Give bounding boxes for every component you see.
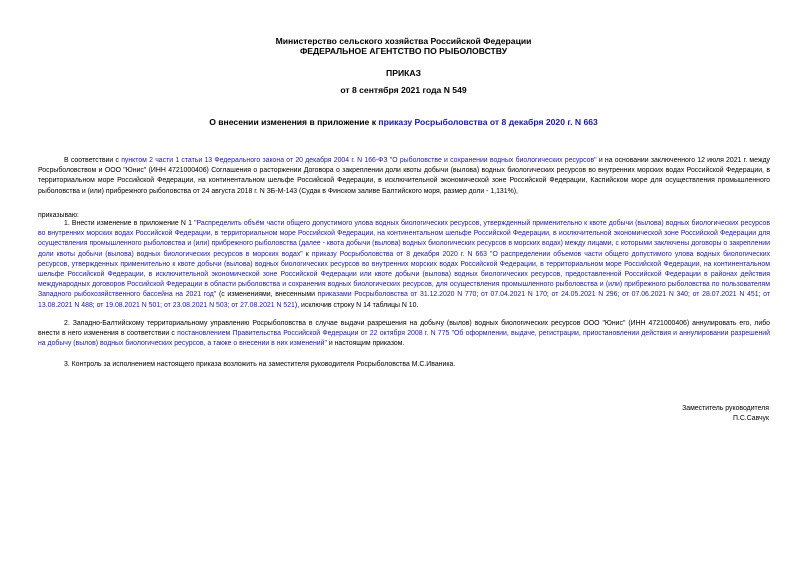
item-1-text-4: ), исключив строку N 14 таблицы N 10.	[294, 301, 419, 309]
document-type: ПРИКАЗ	[386, 68, 421, 78]
item-3-text: 3. Контроль за исполнением настоящего приказа возложить на заместителя руководителя Росрыболовства М.С.Иваника.	[64, 361, 456, 368]
appendix-link[interactable]: "Распределить объём части общего допустимого улова водных биологических ресурсов, утвержденный применительно к квоте добычи (вылова) водных биологических ресурсов во внутренних морских водах Российской Федерации, в территориальном море Российской Федерации, на континентальном шельфе Российской Федерации, в исключительной экономической зоне Российской Федерации для осуществления промышленного рыболовства и (или) прибрежного рыболовства (далее - квота добычи (вылова) водных биологических ресурсов в морских водах) между лицами, с которыми заключены договоры о закреплении доли квоты добычи (вылова) водных биологических ресурсов в морских водах"	[38, 220, 770, 258]
item-2-paragraph	[38, 319, 770, 350]
item-1-text-1: 1. Внести изменение в приложение N 1	[64, 220, 195, 227]
amending-orders-link[interactable]: приказами Росрыболовства от 31.12.2020 N 770; от 07.04.2021 N 170; от 24.05.2021 N 296; от 07.06.2021 N 340; от 28.07.2021 N 451; от 13.08.2021 N 488; от 19.08.2021 N 501; от 23.08.2021 N 503; от 27.08.2021 N 521	[38, 291, 770, 309]
item-1-text-2: к	[302, 250, 312, 258]
preamble-text-2: и на основании заключенного 12 июля 2021 г. между Росрыболовством и ООО "Юнис" (ИНН 4721000406) Соглашения о расторжении Договора о закреплении доли квоты добычи (вылова) водных биологических ресурсов во внутренних морских водах Российской Федерации, в территориальном море Российской Федерации, на континентальном шельфе Российской Федерации, в исключительной экономической зоне Российской Федерации, Каспийском море для осуществления промышленного рыболовства и (или) прибрежного рыболовства от 24 августа 2018 г. N ЗБ-М-143 (Судак в Финском заливе Балтийского моря, размер доли - 1,131%),	[38, 157, 771, 195]
signature-position: Заместитель руководителя	[682, 405, 769, 412]
item-2-text-2: и настоящим приказом.	[326, 340, 405, 348]
title-order-link[interactable]: приказу Росрыболовства от 8 декабря 2020 г. N 663	[378, 117, 598, 127]
item-3-paragraph	[38, 360, 770, 370]
item-2-text-1: 2. Западно-Балтийскому территориальному управлению Росрыболовства в случае выдачи разрешения на добычу (вылов) водных биологических ресурсов ООО "Юнис" (ИНН 4721000406) аннулировать его, либо внести в него изменения в соответствии с	[38, 320, 770, 338]
ministry-name: Министерство сельского хозяйства Российской Федерации	[275, 36, 532, 46]
item-1-text-3: (с изменениями, внесенными	[216, 291, 318, 299]
government-decree-link[interactable]: постановлением Правительства Российской Федерации от 22 октября 2008 г. N 775 "Об оформлении, выдаче, регистрации, приостановлении действия и аннулировании разрешений на добычу (вылов) водных биологических ресурсов, а также о внесении в них изменений"	[38, 330, 770, 348]
preamble-text-1: В соответствии с	[64, 157, 122, 164]
signature-name: П.С.Савчук	[732, 415, 769, 422]
agency-name: ФЕДЕРАЛЬНОЕ АГЕНТСТВО ПО РЫБОЛОВСТВУ	[299, 46, 508, 56]
document-date-number: от 8 сентября 2021 года N 549	[340, 85, 467, 95]
title-prefix: О внесении изменения в приложение к	[209, 117, 379, 127]
order-word: приказываю:	[38, 212, 79, 219]
document-title	[0, 117, 807, 128]
item-1-paragraph	[38, 219, 770, 311]
order-663-link[interactable]: приказу Росрыболовства от 8 декабря 2020 г. N 663 "О распределении объемов части общего допустимого улова водных биологических ресурсов, утвержденных применительно к квоте добычи (вылова) водных биологических ресурсов во внутренних морских водах Российской Федерации, в территориальном море Российской Федерации, на континентальном шельфе Российской Федерации, в исключительной экономической зоне Российской Федерации или квоте добычи (вылова) водных биологических ресурсов, предоставленной Российской Федерации в районах действия международных договоров Российской Федерации в области рыболовства и сохранения водных биологических ресурсов, для осуществления промышленного рыболовства и (или) прибрежного рыболовства по пользователям Западного рыбохозяйственного бассейна на 2021 год"	[38, 250, 771, 299]
preamble-paragraph	[38, 156, 770, 197]
federal-law-link[interactable]: пунктом 2 части 1 статьи 13 Федерального закона от 20 декабря 2004 г. N 166-ФЗ "О рыболовстве и сохранении водных биологических ресурсов"	[121, 157, 597, 164]
